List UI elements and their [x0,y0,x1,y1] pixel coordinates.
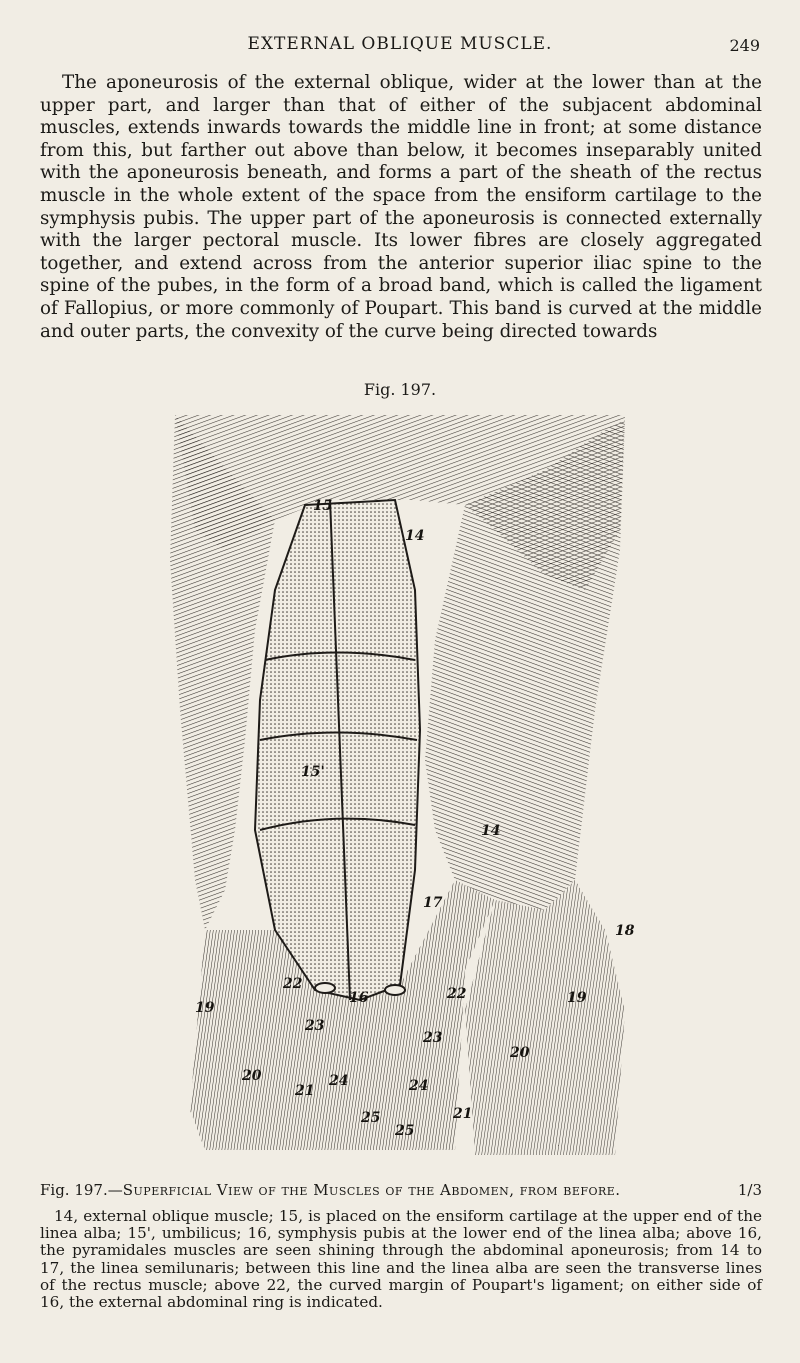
anatomical-illustration [165,410,635,1155]
figure-number: 25 [395,1123,415,1139]
running-head [0,34,800,58]
figure-number: 25 [361,1110,381,1126]
running-title: EXTERNAL OBLIQUE MUSCLE. [247,34,553,54]
caption-prefix: Fig. 197.— [40,1181,123,1199]
figure-number: 24 [329,1073,349,1089]
figure-number: 22 [447,986,467,1002]
caption-title: Superficial View of the Muscles of the Abdomen, from before. [122,1181,621,1199]
figure-number: 20 [242,1068,262,1084]
figure-number: 21 [295,1083,315,1099]
caption-scale: 1/3 [737,1181,762,1199]
figure-number: 14 [481,823,501,839]
figure-number: 23 [305,1018,325,1034]
figure-legend: 14, external oblique muscle; 15, is placed on the ensiform cartilage at the upper end of the linea alba; 15', umbilicus; 16, symphysis pubis at the lower end of the linea alba; above 16, the pyramidales muscles are seen shining through the abdominal aponeurosis; from 14 to 17, the linea semilunaris; between this line and the linea alba are seen the transverse lines of the rectus muscle; above 22, the curved margin of Poupart's ligament; on either side of 16, the external abdominal ring is indicated. [40,1207,762,1312]
figure-number: 14 [405,528,425,544]
figure-number: 15 [313,498,333,514]
figure-number: 24 [409,1078,429,1094]
abdomen-muscle-drawing [165,410,635,1155]
body-paragraph: The aponeurosis of the external oblique, wider at the lower than at the upper part, and larger than that of either of the subjacent abdominal muscles, extends inwards towards the middle line in front; at some distance from this, but farther out above than below, it becomes inseparably united with the aponeurosis beneath, and forms a part of the sheath of the rectus muscle in the whole extent of the space from the ensiform cartilage to the symphysis pubis. The upper part of the aponeurosis is connected externally with the larger pectoral muscle. Its lower fibres are closely aggregated together, and extend across from the anterior superior iliac spine to the spine of the pubes, in the form of a broad band, which is called the ligament of Fallopius, or more commonly of Poupart. This band is curved at the middle and outer parts, the convexity of the curve being directed towards [40,72,762,342]
figure-number: 19 [195,1000,215,1016]
figure-number: 16 [349,990,369,1006]
figure-number: 15' [301,764,325,780]
figure-caption [40,1182,762,1199]
figure-number: 22 [283,976,303,992]
figure-number: 18 [615,923,635,939]
figure-number: 19 [567,990,587,1006]
figure-number: 21 [453,1106,473,1122]
figure-number: 23 [423,1030,443,1046]
page-number: 249 [729,36,760,55]
figure-number: 17 [423,895,443,911]
figure-number: 20 [510,1045,530,1061]
figure-label: Fig. 197. [363,380,437,399]
